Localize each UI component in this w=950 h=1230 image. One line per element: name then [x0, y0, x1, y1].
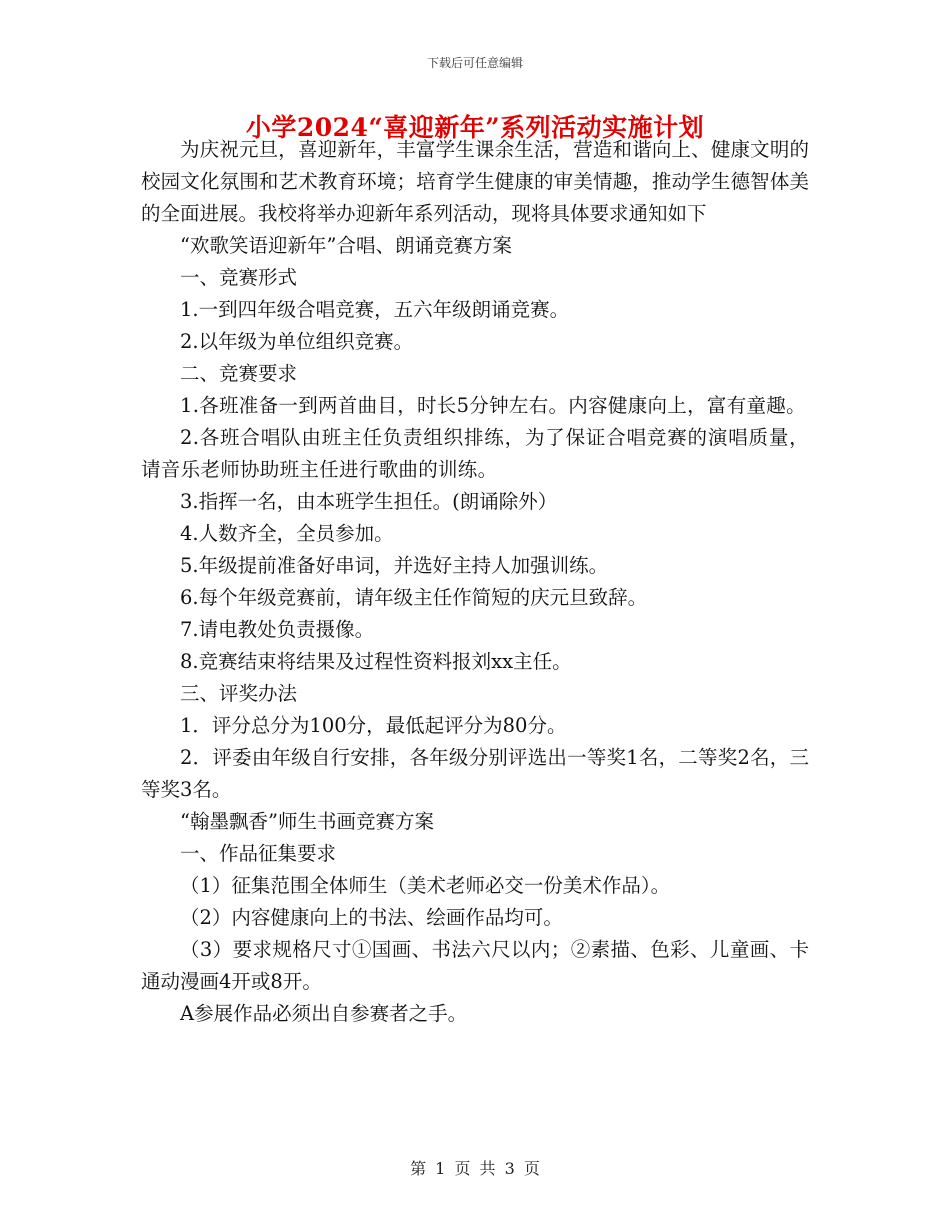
list-item: 2.各班合唱队由班主任负责组织排练，为了保证合唱竞赛的演唱质量，请音乐老师协助班主任进行歌曲的训练。 — [141, 426, 809, 481]
section-heading-calligraphy: “翰墨飘香”师生书画竞赛方案 — [180, 810, 434, 833]
list-item: 8.竞赛结束将结果及过程性资料报刘xx主任。 — [180, 650, 572, 673]
list-item: （3）要求规格尺寸①国画、书法六尺以内；②素描、色彩、儿童画、卡通动漫画4开或8开。 — [141, 938, 809, 993]
subheading-format: 一、竞赛形式 — [180, 266, 298, 289]
list-item: 2．评委由年级自行安排，各年级分别评选出一等奖1名，二等奖2名，三等奖3名。 — [141, 746, 809, 801]
list-item: 7.请电教处负责摄像。 — [180, 618, 375, 641]
list-item: 2.以年级为单位组织竞赛。 — [180, 330, 414, 353]
list-item: 1．评分总分为100分，最低起评分为80分。 — [180, 714, 567, 737]
list-item: 3.指挥一名，由本班学生担任。(朗诵除外） — [180, 490, 558, 513]
list-item: （1）征集范围全体师生（美术老师必交一份美术作品）。 — [180, 874, 671, 897]
document-body — [141, 134, 809, 1030]
list-item: A参展作品必须出自参赛者之手。 — [180, 1002, 468, 1025]
list-item: 1.各班准备一到两首曲目，时长5分钟左右。内容健康向上，富有童趣。 — [180, 394, 806, 417]
section-heading-choir: “欢歌笑语迎新年”合唱、朗诵竞赛方案 — [180, 234, 512, 257]
list-item: 5.年级提前准备好串词，并选好主持人加强训练。 — [180, 554, 609, 577]
list-item: 6.每个年级竞赛前，请年级主任作简短的庆元旦致辞。 — [180, 586, 648, 609]
subheading-requirements: 二、竞赛要求 — [180, 362, 298, 385]
list-item: （2）内容健康向上的书法、绘画作品均可。 — [180, 906, 563, 929]
subheading-collection: 一、作品征集要求 — [180, 842, 337, 865]
intro-paragraph: 为庆祝元旦，喜迎新年，丰富学生课余生活，营造和谐向上、健康文明的校园文化氛围和艺术教育环境；培育学生健康的审美情趣，推动学生德智体美的全面进展。我校将举办迎新年系列活动，现将具体要求通知如下 — [141, 138, 809, 225]
page-footer: 第 1 页 共 3 页 — [410, 1159, 540, 1178]
list-item: 4.人数齐全，全员参加。 — [180, 522, 394, 545]
page-header: 下载后可任意编辑 — [426, 56, 523, 70]
subheading-awards: 三、评奖办法 — [180, 682, 298, 705]
list-item: 1.一到四年级合唱竞赛，五六年级朗诵竞赛。 — [180, 298, 570, 321]
document-title: 小学2024“喜迎新年”系列活动实施计划 — [245, 113, 705, 142]
